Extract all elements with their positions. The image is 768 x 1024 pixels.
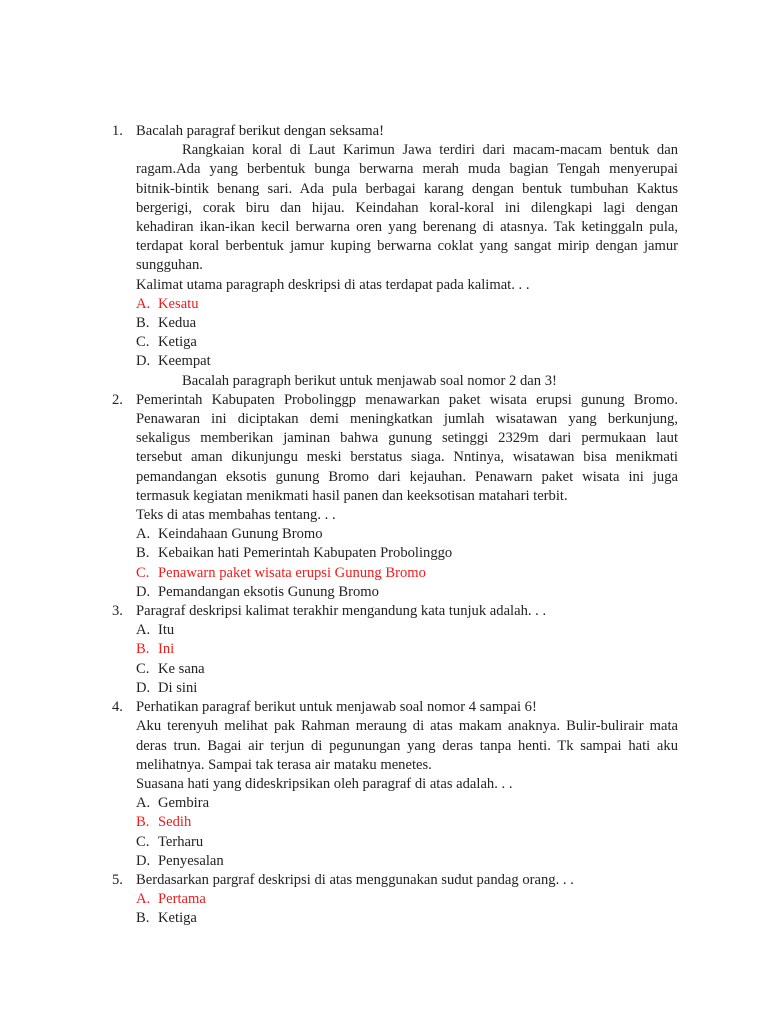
passage-line: deras trun. Bagai air terjun di pegunungan yang deras tanpa henti. Tk sampai hati aku: [136, 737, 678, 754]
option-text: Itu: [158, 622, 175, 639]
option-text: Kebaikan hati Pemerintah Kabupaten Probolinggo: [158, 545, 453, 562]
option-b[interactable]: B. Sedih: [136, 814, 192, 831]
answer-options: [136, 621, 678, 698]
passage-line: Rangkaian koral di Laut Karimun Jawa terdiri dari macam-macam bentuk dan: [182, 142, 678, 159]
question-number: 4.: [112, 699, 123, 716]
option-text: Kesatu: [158, 295, 199, 312]
option-a[interactable]: A. Itu: [136, 622, 175, 639]
option-c[interactable]: C. Ke sana: [136, 660, 205, 677]
passage-line: bitnik-bintik benang sari. Ada pula berbagai karang dengan bentuk tumbuhan Kaktus: [136, 180, 678, 197]
option-d[interactable]: D. Penyesalan: [136, 852, 224, 869]
question-number: 3.: [112, 603, 123, 620]
question-text: Kalimat utama paragraph deskripsi di atas terdapat pada kalimat. . .: [136, 276, 530, 293]
passage: [136, 717, 678, 775]
option-c[interactable]: C. Ketiga: [136, 334, 197, 351]
passage: [136, 391, 678, 506]
question-text: Teks di atas membahas tentang. . .: [136, 507, 336, 524]
passage-line: kehadiran ikan-ikan kecil berwarna oren yang berenang di atasnya. Tak ketinggaln pula,: [136, 219, 678, 236]
option-text: Penyesalan: [158, 852, 224, 869]
option-text: Ketiga: [158, 910, 197, 927]
option-b[interactable]: B. Ini: [136, 641, 175, 658]
question-number: 5.: [112, 871, 123, 888]
option-text: Terharu: [158, 833, 204, 850]
option-text: Ke sana: [158, 660, 205, 677]
option-a[interactable]: A. Pertama: [136, 891, 206, 908]
option-text: Ketiga: [158, 334, 197, 351]
option-text: Ini: [158, 641, 175, 658]
option-b[interactable]: B. Kedua: [136, 315, 197, 332]
passage-line: terdapat koral berbentuk jamur kuping berwarna coklat yang sangat mirip dengan jamur: [136, 238, 678, 255]
passage-line: Aku terenyuh melihat pak Rahman meraung di atas makam anaknya. Bulir-bulirair mata: [136, 718, 678, 735]
question-1: [112, 122, 678, 391]
option-text: Keindahaan Gunung Bromo: [158, 526, 323, 543]
option-d[interactable]: D. Keempat: [136, 353, 211, 370]
option-a[interactable]: A. Gembira: [136, 795, 210, 812]
passage-line: tersebut aman dikunjungu meski berstatus siaga. Nntinya, wisatawan bisa menikmati: [136, 449, 678, 466]
option-a[interactable]: A. Kesatu: [136, 295, 199, 312]
option-d[interactable]: D. Pemandangan eksotis Gunung Bromo: [136, 583, 379, 600]
question-2: [112, 391, 678, 602]
question-list: [112, 122, 678, 929]
answer-options: [136, 794, 678, 871]
question-3: [112, 602, 678, 698]
passage-line: Pemerintah Kabupaten Probolinggp menawarkan paket wisata erupsi gunung Bromo.: [136, 391, 678, 408]
passage-line: bergerigi, corak biru dan hijau. Keindahan koral-koral ini dilengkapi lagi dengan: [136, 199, 678, 216]
option-text: Kedua: [158, 315, 197, 332]
option-text: Gembira: [158, 795, 210, 812]
option-text: Penawarn paket wisata erupsi Gunung Bromo: [158, 564, 426, 581]
option-c[interactable]: C. Penawarn paket wisata erupsi Gunung Bromo: [136, 564, 426, 581]
passage-line: melihatnya. Sampai tak terasa air mataku menetes.: [136, 756, 432, 773]
question-number: 1.: [112, 123, 123, 139]
option-text: Keempat: [158, 353, 211, 370]
passage-line: pemandangan eksotis gunung Bromo dari kejauhan. Penawarn paket wisata ini juga: [136, 468, 678, 485]
instruction-note: Bacalah paragraph berikut untuk menjawab soal nomor 2 dan 3!: [182, 372, 557, 389]
question-4: [112, 698, 678, 871]
option-text: Pemandangan eksotis Gunung Bromo: [158, 583, 379, 600]
option-text: Sedih: [158, 814, 192, 831]
question-5: [112, 871, 678, 929]
option-text: Pertama: [158, 891, 206, 908]
question-text: Suasana hati yang dideskripsikan oleh paragraf di atas adalah. . .: [136, 775, 513, 792]
question-prompt: Perhatikan paragraf berikut untuk menjawab soal nomor 4 sampai 6!: [136, 699, 537, 716]
passage-line: termasuk kegiatan menikmati hasil panen dan keeksotisan matahari terbit.: [136, 487, 568, 504]
passage-line: ragam.Ada yang berbentuk bunga berwarna merah muda bagian Tengah menyerupai: [136, 161, 678, 178]
passage-line: sungguhan.: [136, 257, 203, 274]
option-d[interactable]: D. Di sini: [136, 679, 198, 696]
answer-options: [136, 295, 678, 372]
question-number: 2.: [112, 391, 123, 408]
option-a[interactable]: A. Keindahaan Gunung Bromo: [136, 526, 323, 543]
answer-options: [136, 890, 678, 928]
passage-line: sekaligus memberikan jaminan bahwa gunung setinggi 2329m dari permukaan laut: [136, 430, 678, 447]
question-prompt: Bacalah paragraf berikut dengan seksama!: [136, 123, 384, 139]
option-c[interactable]: C. Terharu: [136, 833, 204, 850]
question-text: Berdasarkan pargraf deskripsi di atas menggunakan sudut pandag orang. . .: [136, 871, 574, 888]
option-b[interactable]: B. Ketiga: [136, 910, 197, 927]
option-text: Di sini: [158, 679, 198, 696]
question-text: Paragraf deskripsi kalimat terakhir mengandung kata tunjuk adalah. . .: [136, 603, 547, 620]
answer-options: [136, 525, 678, 602]
option-b[interactable]: B. Kebaikan hati Pemerintah Kabupaten Probolinggo: [136, 545, 453, 562]
passage-line: Penawaran ini diciptakan demi meningkatkan jumlah wisatawan yang berkunjung,: [136, 411, 678, 428]
passage: [136, 141, 678, 275]
